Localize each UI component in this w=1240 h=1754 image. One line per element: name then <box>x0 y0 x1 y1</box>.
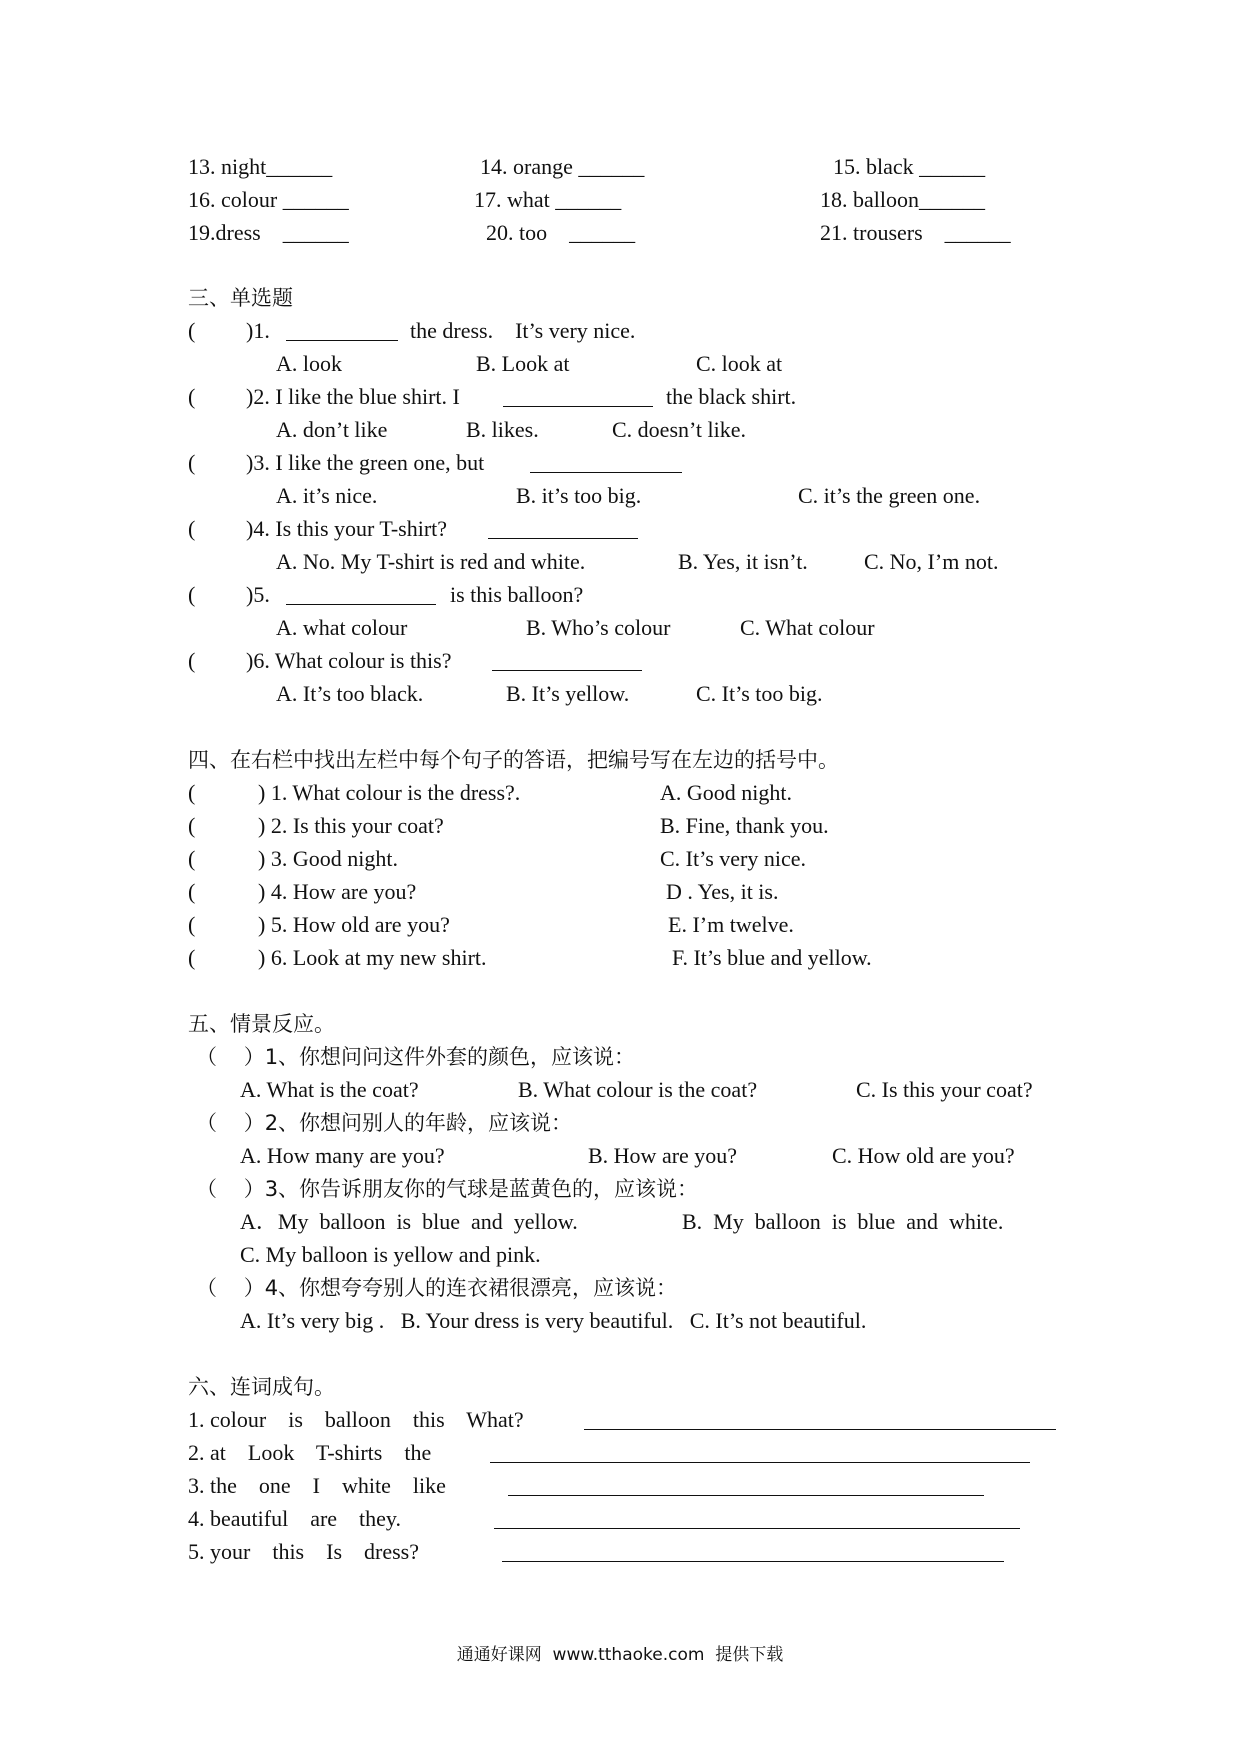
option-b: B. Yes, it isn’t. <box>678 549 808 574</box>
mc-question-5 <box>0 578 1240 612</box>
option-b: B. How are you? <box>588 1143 738 1168</box>
match-row-1 <box>0 776 1240 810</box>
question-text: )2. I like the blue shirt. I <box>246 384 460 409</box>
mc-question-4 <box>0 512 1240 546</box>
sentence-item-2 <box>0 1436 1240 1470</box>
sentence-item-5 <box>0 1535 1240 1569</box>
question-number: )5. <box>246 582 270 607</box>
mc-question-6 <box>0 644 1240 678</box>
match-left-paren-4: ( <box>188 879 196 904</box>
answer-line[interactable] <box>502 1539 1004 1562</box>
sentence-item-4 <box>0 1502 1240 1536</box>
mc-question-1 <box>0 314 1240 348</box>
match-left-paren-5: ( <box>188 912 196 937</box>
mc-options-2 <box>0 413 1240 447</box>
mc-question-2 <box>0 380 1240 414</box>
option-c: C. it’s the green one. <box>798 483 981 508</box>
scrambled-words: 1. colour is balloon this What? <box>188 1407 524 1432</box>
vocab-item-14: 14. orange ______ <box>480 154 645 179</box>
answer-blank[interactable] <box>488 516 638 539</box>
answer-paren: ( <box>188 384 196 409</box>
sentence-item-3 <box>0 1469 1240 1503</box>
question-text: the dress. It’s very nice. <box>410 318 636 343</box>
match-left-paren-2: ( <box>188 813 196 838</box>
answer-blank[interactable] <box>286 582 436 605</box>
vocab-item-21: 21. trousers ______ <box>820 220 1011 245</box>
match-left-text-2: ) 2. Is this your coat? <box>258 813 444 838</box>
answer-line[interactable] <box>490 1440 1030 1463</box>
option-b: B. Who’s colour <box>526 615 671 640</box>
answer-line[interactable] <box>494 1506 1020 1529</box>
option-a: A. How many are you? <box>240 1143 445 1168</box>
option-a: A. don’t like <box>276 417 388 442</box>
question-text: )3. I like the green one, but <box>246 450 485 475</box>
situation-options-3 <box>0 1205 1240 1239</box>
answer-blank[interactable] <box>503 384 653 407</box>
vocab-row-3 <box>0 216 1240 250</box>
answer-line[interactable] <box>584 1407 1056 1430</box>
match-row-2 <box>0 809 1240 843</box>
question-number: )1. <box>246 318 270 343</box>
sentence-item-1 <box>0 1403 1240 1437</box>
question-text: )6. What colour is this? <box>246 648 452 673</box>
mc-options-4 <box>0 545 1240 579</box>
question-text: is this balloon? <box>450 582 584 607</box>
option-b: B. it’s too big. <box>516 483 642 508</box>
answer-paren: ( <box>188 582 196 607</box>
match-left-paren-3: ( <box>188 846 196 871</box>
answer-blank[interactable] <box>492 648 642 671</box>
option-c: C. Is this your coat? <box>856 1077 1033 1102</box>
footer-credit: 通通好课网 www.tthaoke.com 提供下载 <box>456 1645 784 1665</box>
section5-title <box>0 1007 1240 1041</box>
section4-title-text: 四、在右栏中找出左栏中每个句子的答语，把编号写在左边的括号中。 <box>188 748 839 772</box>
situation-prompt-4: （ ）4、你想夸夸别人的连衣裙很漂亮，应该说： <box>196 1276 678 1300</box>
answer-paren: ( <box>188 450 196 475</box>
option-c: C. How old are you? <box>832 1143 1015 1168</box>
situation-options-3-cont <box>0 1238 1240 1272</box>
mc-options-5 <box>0 611 1240 645</box>
option-a: A. it’s nice. <box>276 483 378 508</box>
match-right-f: F. It’s blue and yellow. <box>672 945 872 970</box>
answer-blank[interactable] <box>286 318 398 341</box>
vocab-row-2 <box>0 183 1240 217</box>
option-b: B. It’s yellow. <box>506 681 630 706</box>
option-c: C. doesn’t like. <box>612 417 747 442</box>
section4-title <box>0 743 1240 777</box>
vocab-item-15: 15. black ______ <box>833 154 986 179</box>
option-a: A. What is the coat? <box>240 1077 419 1102</box>
vocab-item-16: 16. colour ______ <box>188 187 349 212</box>
option-b: B. Look at <box>476 351 570 376</box>
option-c: C. What colour <box>740 615 875 640</box>
situation-question-3 <box>0 1172 1240 1206</box>
scrambled-words: 4. beautiful are they. <box>188 1506 401 1531</box>
answer-blank[interactable] <box>530 450 682 473</box>
mc-question-3 <box>0 446 1240 480</box>
option-b: B. My balloon is blue and white. <box>682 1209 1004 1234</box>
match-row-6 <box>0 941 1240 975</box>
option-a: A. No. My T-shirt is red and white. <box>276 549 586 574</box>
mc-options-3 <box>0 479 1240 513</box>
match-left-text-3: ) 3. Good night. <box>258 846 398 871</box>
match-right-d: D . Yes, it is. <box>666 879 779 904</box>
situation-prompt-2: （ ）2、你想问别人的年龄，应该说： <box>196 1111 573 1135</box>
match-right-e: E. I’m twelve. <box>668 912 794 937</box>
vocab-item-13: 13. night______ <box>188 154 333 179</box>
match-left-text-4: ) 4. How are you? <box>258 879 417 904</box>
scrambled-words: 2. at Look T-shirts the <box>188 1440 432 1465</box>
vocab-item-19: 19.dress ______ <box>188 220 349 245</box>
match-left-text-1: ) 1. What colour is the dress?. <box>258 780 521 805</box>
option-a: A. It’s too black. <box>276 681 424 706</box>
situation-question-2 <box>0 1106 1240 1140</box>
section5-title-text: 五、情景反应。 <box>188 1012 335 1036</box>
options-line: A. It’s very big . B. Your dress is very beautiful. C. It’s not beautiful. <box>240 1308 867 1333</box>
situation-options-1 <box>0 1073 1240 1107</box>
vocab-item-18: 18. balloon______ <box>820 187 985 212</box>
scrambled-words: 3. the one I white like <box>188 1473 446 1498</box>
situation-options-4 <box>0 1304 1240 1338</box>
match-row-3 <box>0 842 1240 876</box>
vocab-row-1 <box>0 150 1240 184</box>
match-left-paren-6: ( <box>188 945 196 970</box>
option-a: A. what colour <box>276 615 408 640</box>
option-a: A. look <box>276 351 342 376</box>
section6-title-text: 六、连词成句。 <box>188 1375 335 1399</box>
situation-question-1 <box>0 1040 1240 1074</box>
option-c: C. My balloon is yellow and pink. <box>240 1242 541 1267</box>
question-text: )4. Is this your T-shirt? <box>246 516 448 541</box>
answer-paren: ( <box>188 516 196 541</box>
option-c: C. It’s too big. <box>696 681 823 706</box>
option-a: A．My balloon is blue and yellow. <box>240 1209 578 1234</box>
match-right-b: B. Fine, thank you. <box>660 813 829 838</box>
answer-paren: ( <box>188 648 196 673</box>
match-row-5 <box>0 908 1240 942</box>
match-left-text-5: ) 5. How old are you? <box>258 912 450 937</box>
situation-prompt-1: （ ）1、你想问问这件外套的颜色，应该说： <box>196 1045 636 1069</box>
match-left-text-6: ) 6. Look at my new shirt. <box>258 945 487 970</box>
situation-options-2 <box>0 1139 1240 1173</box>
match-row-4 <box>0 875 1240 909</box>
situation-prompt-3: （ ）3、你告诉朋友你的气球是蓝黄色的，应该说： <box>196 1177 699 1201</box>
scrambled-words: 5. your this Is dress? <box>188 1539 419 1564</box>
mc-options-6 <box>0 677 1240 711</box>
vocab-item-17: 17. what ______ <box>474 187 622 212</box>
option-b: B. likes. <box>466 417 539 442</box>
match-right-a: A. Good night. <box>660 780 792 805</box>
option-c: C. look at <box>696 351 783 376</box>
vocab-item-20: 20. too ______ <box>486 220 636 245</box>
answer-line[interactable] <box>508 1473 984 1496</box>
answer-paren: ( <box>188 318 196 343</box>
question-text-end: the black shirt. <box>666 384 797 409</box>
match-right-c: C. It’s very nice. <box>660 846 807 871</box>
situation-question-4 <box>0 1271 1240 1305</box>
section6-title <box>0 1370 1240 1404</box>
option-c: C. No, I’m not. <box>864 549 999 574</box>
section3-title <box>0 281 1240 315</box>
option-b: B. What colour is the coat? <box>518 1077 758 1102</box>
match-left-1: ( <box>188 780 196 805</box>
mc-options-1 <box>0 347 1240 381</box>
section3-title-text: 三、单选题 <box>188 286 293 310</box>
